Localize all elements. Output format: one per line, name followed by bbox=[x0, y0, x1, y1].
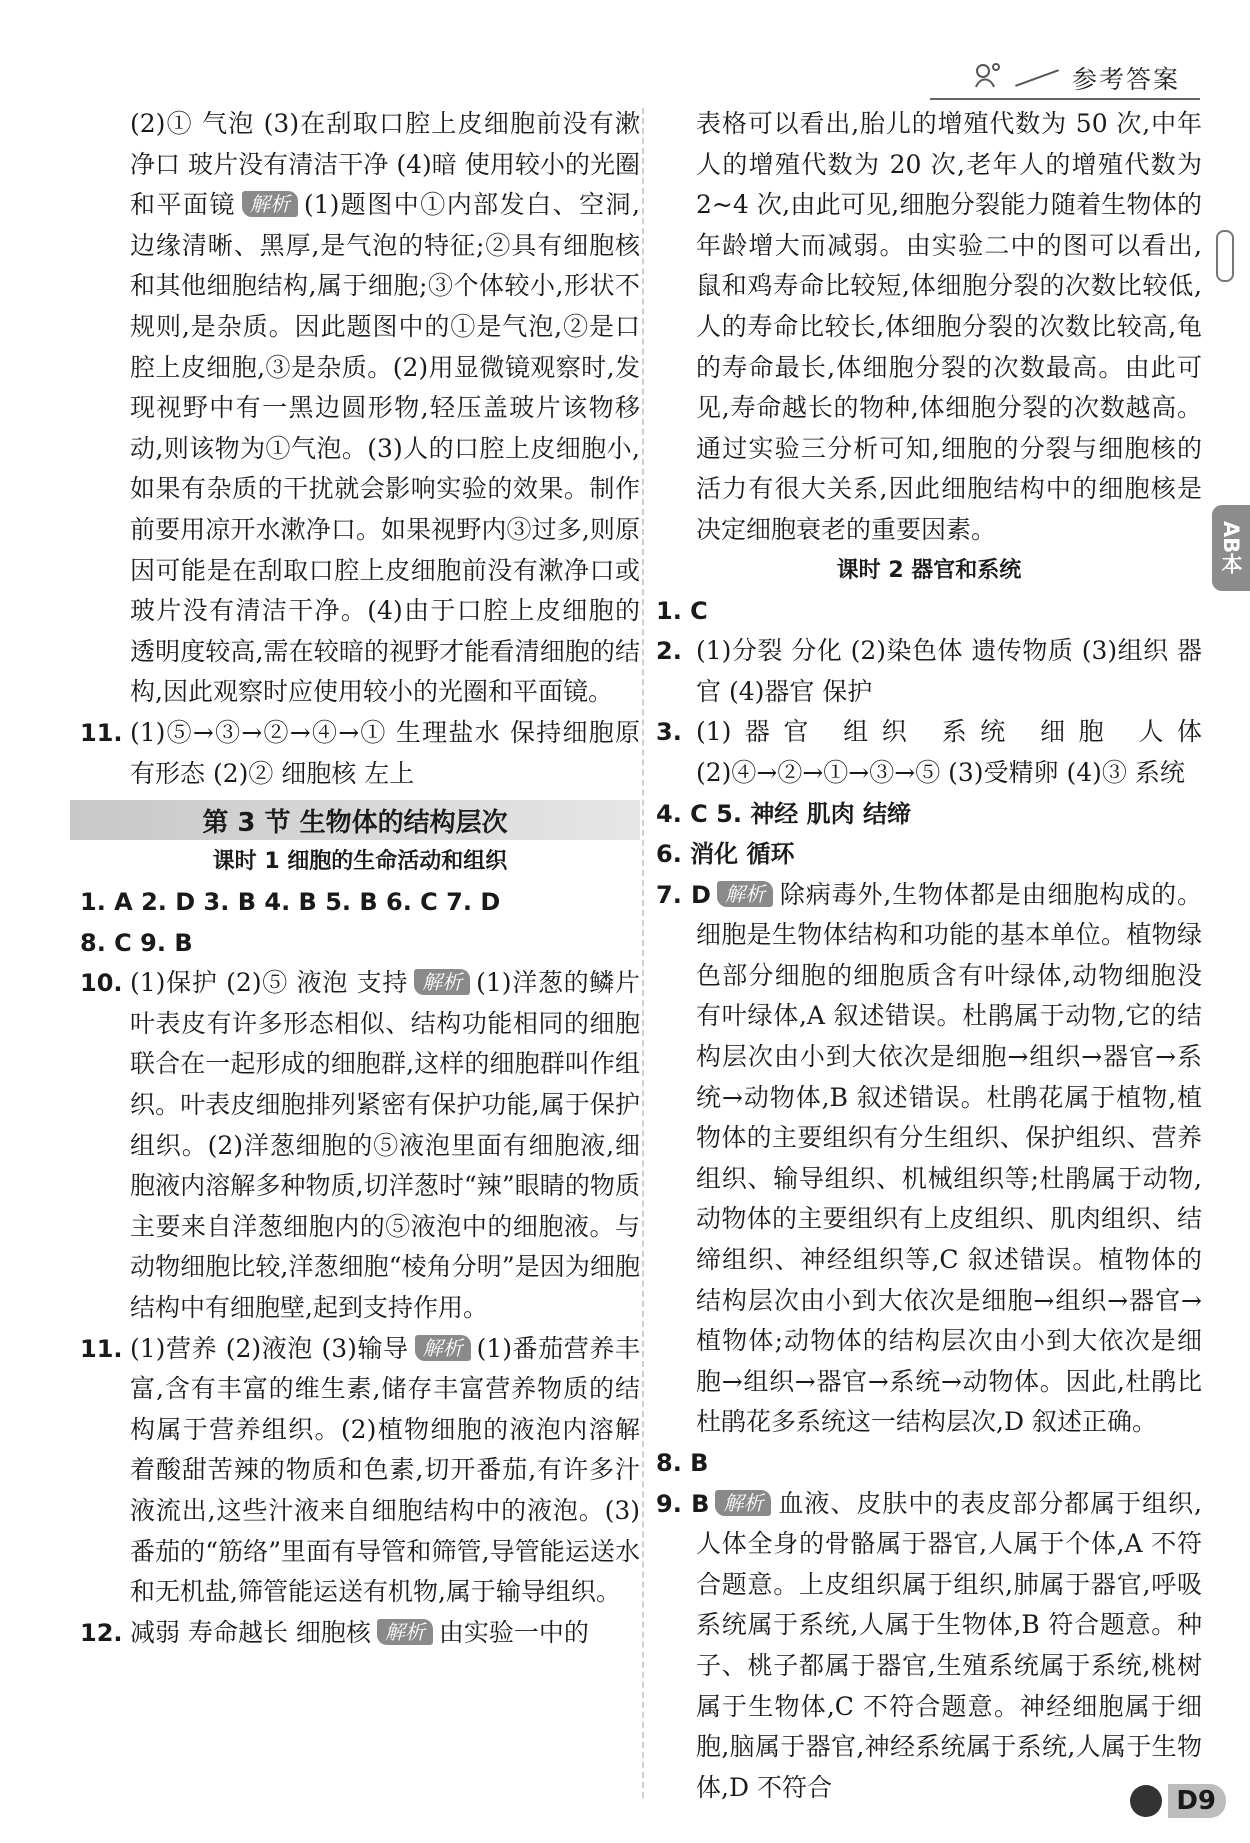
header-title: 参考答案 bbox=[1071, 65, 1180, 94]
page-header bbox=[972, 58, 1180, 98]
analysis-text: 由实验一中的 bbox=[438, 1617, 589, 1647]
question-number: 10. bbox=[80, 969, 123, 998]
q10-analysis: (1)题图中①内部发白、空洞,边缘清晰、黑厚,是气泡的特征;②具有细胞核和其他细胞结构,属于细胞;③个体较小,形状不规则,是杂质。因此题图中的①是气泡,②是口腔上皮细胞,③是杂质。(2)用显微镜观察时,发现视野中有一黑边圆形物,轻压盖玻片该物移动,则该物为①气泡。(3)人的口腔上皮细胞小,如果有杂质的干扰就会影响实验的效果。制作前要用凉开水漱净口。如果视野内③过多,则原因可能是在刮取口腔上皮细胞前没有漱净口或玻片没有清洁干净。(4)由于口腔上皮细胞的透明度较高,需在较暗的视野才能看清细胞的结构,因此观察时应使用较小的光圈和平面镜。 bbox=[130, 190, 640, 707]
section-title: 第 3 节 生物体的结构层次 bbox=[70, 800, 640, 840]
answer-text: (1)保护 (2)⑤ 液泡 支持 bbox=[130, 968, 409, 998]
question-number: 7. D bbox=[656, 880, 711, 909]
answer-text: 减弱 寿命越长 细胞核 bbox=[130, 1617, 371, 1647]
analysis-badge: 解析 bbox=[717, 881, 773, 907]
lesson-title: 课时 1 细胞的生命活动和组织 bbox=[212, 849, 508, 875]
question-item bbox=[80, 963, 640, 1328]
page-number-text: D9 bbox=[1168, 1784, 1226, 1818]
right-column bbox=[656, 104, 1202, 1808]
analysis-text: (1)番茄营养丰富,含有丰富的维生素,储存丰富营养物质的结构属于营养组织。(2)植物细胞的液泡内溶解着酸甜苦辣的物质和色素,切开番茄,有许多汁液流出,这些汁液来自细胞结构中的液泡。(3)番茄的“筋络”里面有导管和筛管,导管能运送水和无机盐,筛管能运送有机物,属于输导组织。 bbox=[130, 1333, 640, 1607]
analysis-text: (1)洋葱的鳞片叶表皮有许多形态相似、结构功能相同的细胞联合在一起形成的细胞群,这样的细胞群叫作组织。叶表皮细胞排列紧密有保护功能,属于保护组织。(2)洋葱细胞的⑤液泡里面有细胞液,细胞液内溶解多种物质,切洋葱时“辣”眼睛的物质主要来自洋葱细胞内的⑤液泡中的细胞液。与动物细胞比较,洋葱细胞“棱角分明”是因为细胞结构中有细胞壁,起到支持作用。 bbox=[130, 968, 640, 1323]
q10-continuation: (2)① 气泡 (3)在刮取口腔上皮细胞前没有漱净口 玻片没有清洁干净 (4)暗 使用较小的光圈和平面镜 bbox=[130, 109, 640, 220]
answers-row: 1. A 2. D 3. B 4. B 5. B 6. C 7. D bbox=[80, 888, 501, 917]
answers-row: 8. C 9. B bbox=[80, 928, 193, 957]
answer-block bbox=[80, 104, 640, 713]
header-rule bbox=[930, 98, 1200, 100]
answers-row: 6. 消化 循环 bbox=[656, 840, 795, 869]
question-item bbox=[80, 1329, 640, 1613]
column-divider bbox=[642, 108, 644, 1798]
answers-row: 4. C 5. 神经 肌肉 结缔 bbox=[656, 799, 912, 828]
answer-text: (1)器官 组织 系统 细胞 人体 (2)④→②→①→③→⑤ (3)受精卵 (4)③ 系统 bbox=[696, 717, 1202, 787]
page-dot-icon bbox=[1130, 1785, 1162, 1817]
answer-text: (1)分裂 分化 (2)染色体 遗传物质 (3)组织 器官 (4)器官 保护 bbox=[696, 636, 1202, 706]
analysis-badge: 解析 bbox=[415, 1335, 471, 1361]
question-item bbox=[80, 713, 640, 794]
header-deco-line bbox=[1015, 69, 1059, 87]
analysis-text: 血液、皮肤中的表皮部分都属于组织,人体全身的骨骼属于器官,人属于个体,A 不符合题意。上皮组织属于组织,肺属于器官,呼吸系统属于系统,人属于生物体,B 符合题意。种子、桃子都属于器官,生殖系统属于系统,桃树属于生物体,C 不符合题意。神经细胞属于细胞,脑属于器官,神经系统属于系统,人属于生物体,D 不符合 bbox=[696, 1488, 1203, 1802]
answer-text: (1)⑤→③→②→④→① 生理盐水 保持细胞原有形态 (2)② 细胞核 左上 bbox=[130, 717, 640, 788]
question-item bbox=[656, 712, 1202, 793]
analysis-badge: 解析 bbox=[377, 1619, 433, 1645]
leaf-logo-icon bbox=[972, 61, 1002, 95]
question-item bbox=[656, 631, 1202, 712]
question-number: 3. bbox=[656, 718, 682, 747]
question-number: 11. bbox=[80, 1334, 123, 1363]
side-ring-icon bbox=[1216, 230, 1234, 282]
lesson-title: 课时 2 器官和系统 bbox=[836, 557, 1022, 583]
analysis-badge: 解析 bbox=[242, 191, 298, 217]
page-number bbox=[1130, 1781, 1226, 1821]
question-item bbox=[80, 1613, 640, 1654]
analysis-badge: 解析 bbox=[715, 1490, 771, 1516]
answers-row: 8. B bbox=[656, 1449, 709, 1477]
left-column bbox=[80, 104, 640, 1653]
question-item bbox=[656, 1484, 1202, 1809]
analysis-badge: 解析 bbox=[414, 969, 470, 995]
question-item bbox=[656, 875, 1202, 1443]
question-number: 12. bbox=[80, 1618, 123, 1647]
q12-continuation: 表格可以看出,胎儿的增殖代数为 50 次,中年人的增殖代数为 20 次,老年人的增殖代数为 2~4 次,由此可见,细胞分裂能力随着生物体的年龄增大而减弱。由实验二中的图可以看出,鼠和鸡寿命比较短,体细胞分裂的次数比较低,人的寿命比较长,体细胞分裂的次数比较高,龟的寿命最长,体细胞分裂的次数最高。由此可见,寿命越长的物种,体细胞分裂的次数越高。通过实验三分析可知,细胞的分裂与细胞核的活力有很大关系,因此细胞结构中的细胞核是决定细胞衰老的重要因素。 bbox=[696, 109, 1202, 544]
side-tab: AB本 bbox=[1212, 505, 1250, 591]
question-number: 2. bbox=[656, 637, 682, 666]
question-number: 9. B bbox=[656, 1489, 710, 1518]
analysis-text: 除病毒外,生物体都是由细胞构成的。细胞是生物体结构和功能的基本单位。植物绿色部分细胞的细胞质含有叶绿体,动物细胞没有叶绿体,A 叙述错误。杜鹃属于动物,它的结构层次由小到大依次是细胞→组织→器官→系统→动物体,B 叙述错误。杜鹃花属于植物,植物体的主要组织有分生组织、保护组织、营养组织、输导组织、机械组织等;杜鹃属于动物,动物体的主要组织有上皮组织、肌肉组织、结缔组织、神经组织等,C 叙述错误。植物体的结构层次由小到大依次是细胞→组织→器官→植物体;动物体的结构层次由小到大依次是细胞→组织→器官→系统→动物体。因此,杜鹃比杜鹃花多系统这一结构层次,D 叙述正确。 bbox=[696, 879, 1202, 1437]
answer-text: (1)营养 (2)液泡 (3)输导 bbox=[130, 1333, 409, 1363]
question-number: 11. bbox=[80, 718, 123, 747]
answers-row: 1. C bbox=[656, 596, 708, 625]
